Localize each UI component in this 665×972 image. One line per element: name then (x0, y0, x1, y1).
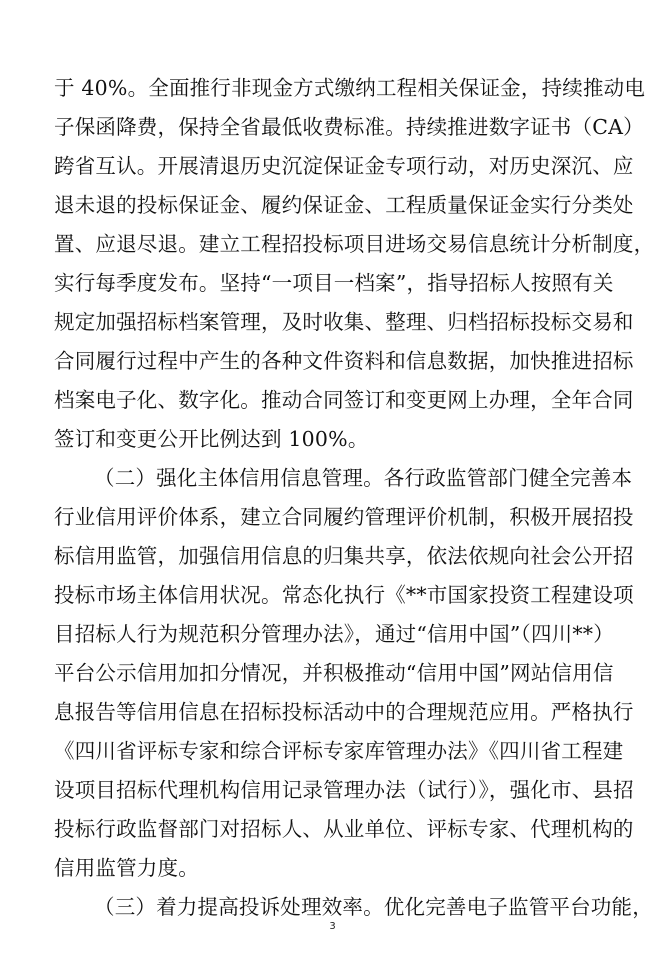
text-line: 于 40%。全面推行非现金方式缴纳工程相关保证金，持续推动电 (54, 76, 646, 100)
text-line: 行业信用评价体系，建立合同履约管理评价机制，积极开展招投 (54, 505, 634, 529)
text-line: 跨省互认。开展清退历史沉淀保证金专项行动，对历史深沉、应 (54, 154, 634, 178)
page-number: 3 (329, 921, 336, 932)
text-line: 息报告等信用信息在招标投标活动中的合理规范应用。严格执行 (54, 700, 634, 724)
text-line: 合同履行过程中产生的各种文件资料和信息数据，加快推进招标 (54, 349, 634, 373)
text-line: 置、应退尽退。建立工程招投标项目进场交易信息统计分析制度， (54, 232, 655, 256)
text-line: 退未退的投标保证金、履约保证金、工程质量保证金实行分类处 (54, 193, 634, 217)
text-line: 目招标人行为规范积分管理办法》，通过“信用中国”（四川**） (54, 622, 614, 646)
text-line: 平台公示信用加扣分情况，并积极推动“信用中国”网站信用信 (54, 661, 614, 685)
section-two-heading-line: （二）强化主体信用信息管理。各行政监管部门健全完善本 (94, 466, 633, 490)
text-line: 规定加强招标档案管理，及时收集、整理、归档招标投标交易和 (54, 310, 634, 334)
text-line: 档案电子化、数字化。推动合同签订和变更网上办理，全年合同 (54, 388, 634, 412)
text-line: 信用监管力度。 (54, 856, 199, 880)
text-line: 设项目招标代理机构信用记录管理办法（试行）》，强化市、县招 (54, 778, 634, 802)
text-line: 签订和变更公开比例达到 100%。 (54, 427, 369, 451)
section-three-heading-line: （三）着力提高投诉处理效率。优化完善电子监管平台功能， (94, 895, 653, 919)
text-line: 标信用监管，加强信用信息的归集共享，依法依规向社会公开招 (54, 544, 634, 568)
text-line: 实行每季度发布。坚持“一项目一档案”，指导招标人按照有关 (54, 271, 614, 295)
text-line: 投标行政监督部门对招标人、从业单位、评标专家、代理机构的 (54, 817, 634, 841)
text-line: 投标市场主体信用状况。常态化执行《**市国家投资工程建设项 (54, 583, 634, 607)
text-line: 《四川省评标专家和综合评标专家库管理办法》《四川省工程建 (54, 739, 624, 763)
text-line: 子保函降费，保持全省最低收费标准。持续推进数字证书（CA） (54, 115, 644, 139)
